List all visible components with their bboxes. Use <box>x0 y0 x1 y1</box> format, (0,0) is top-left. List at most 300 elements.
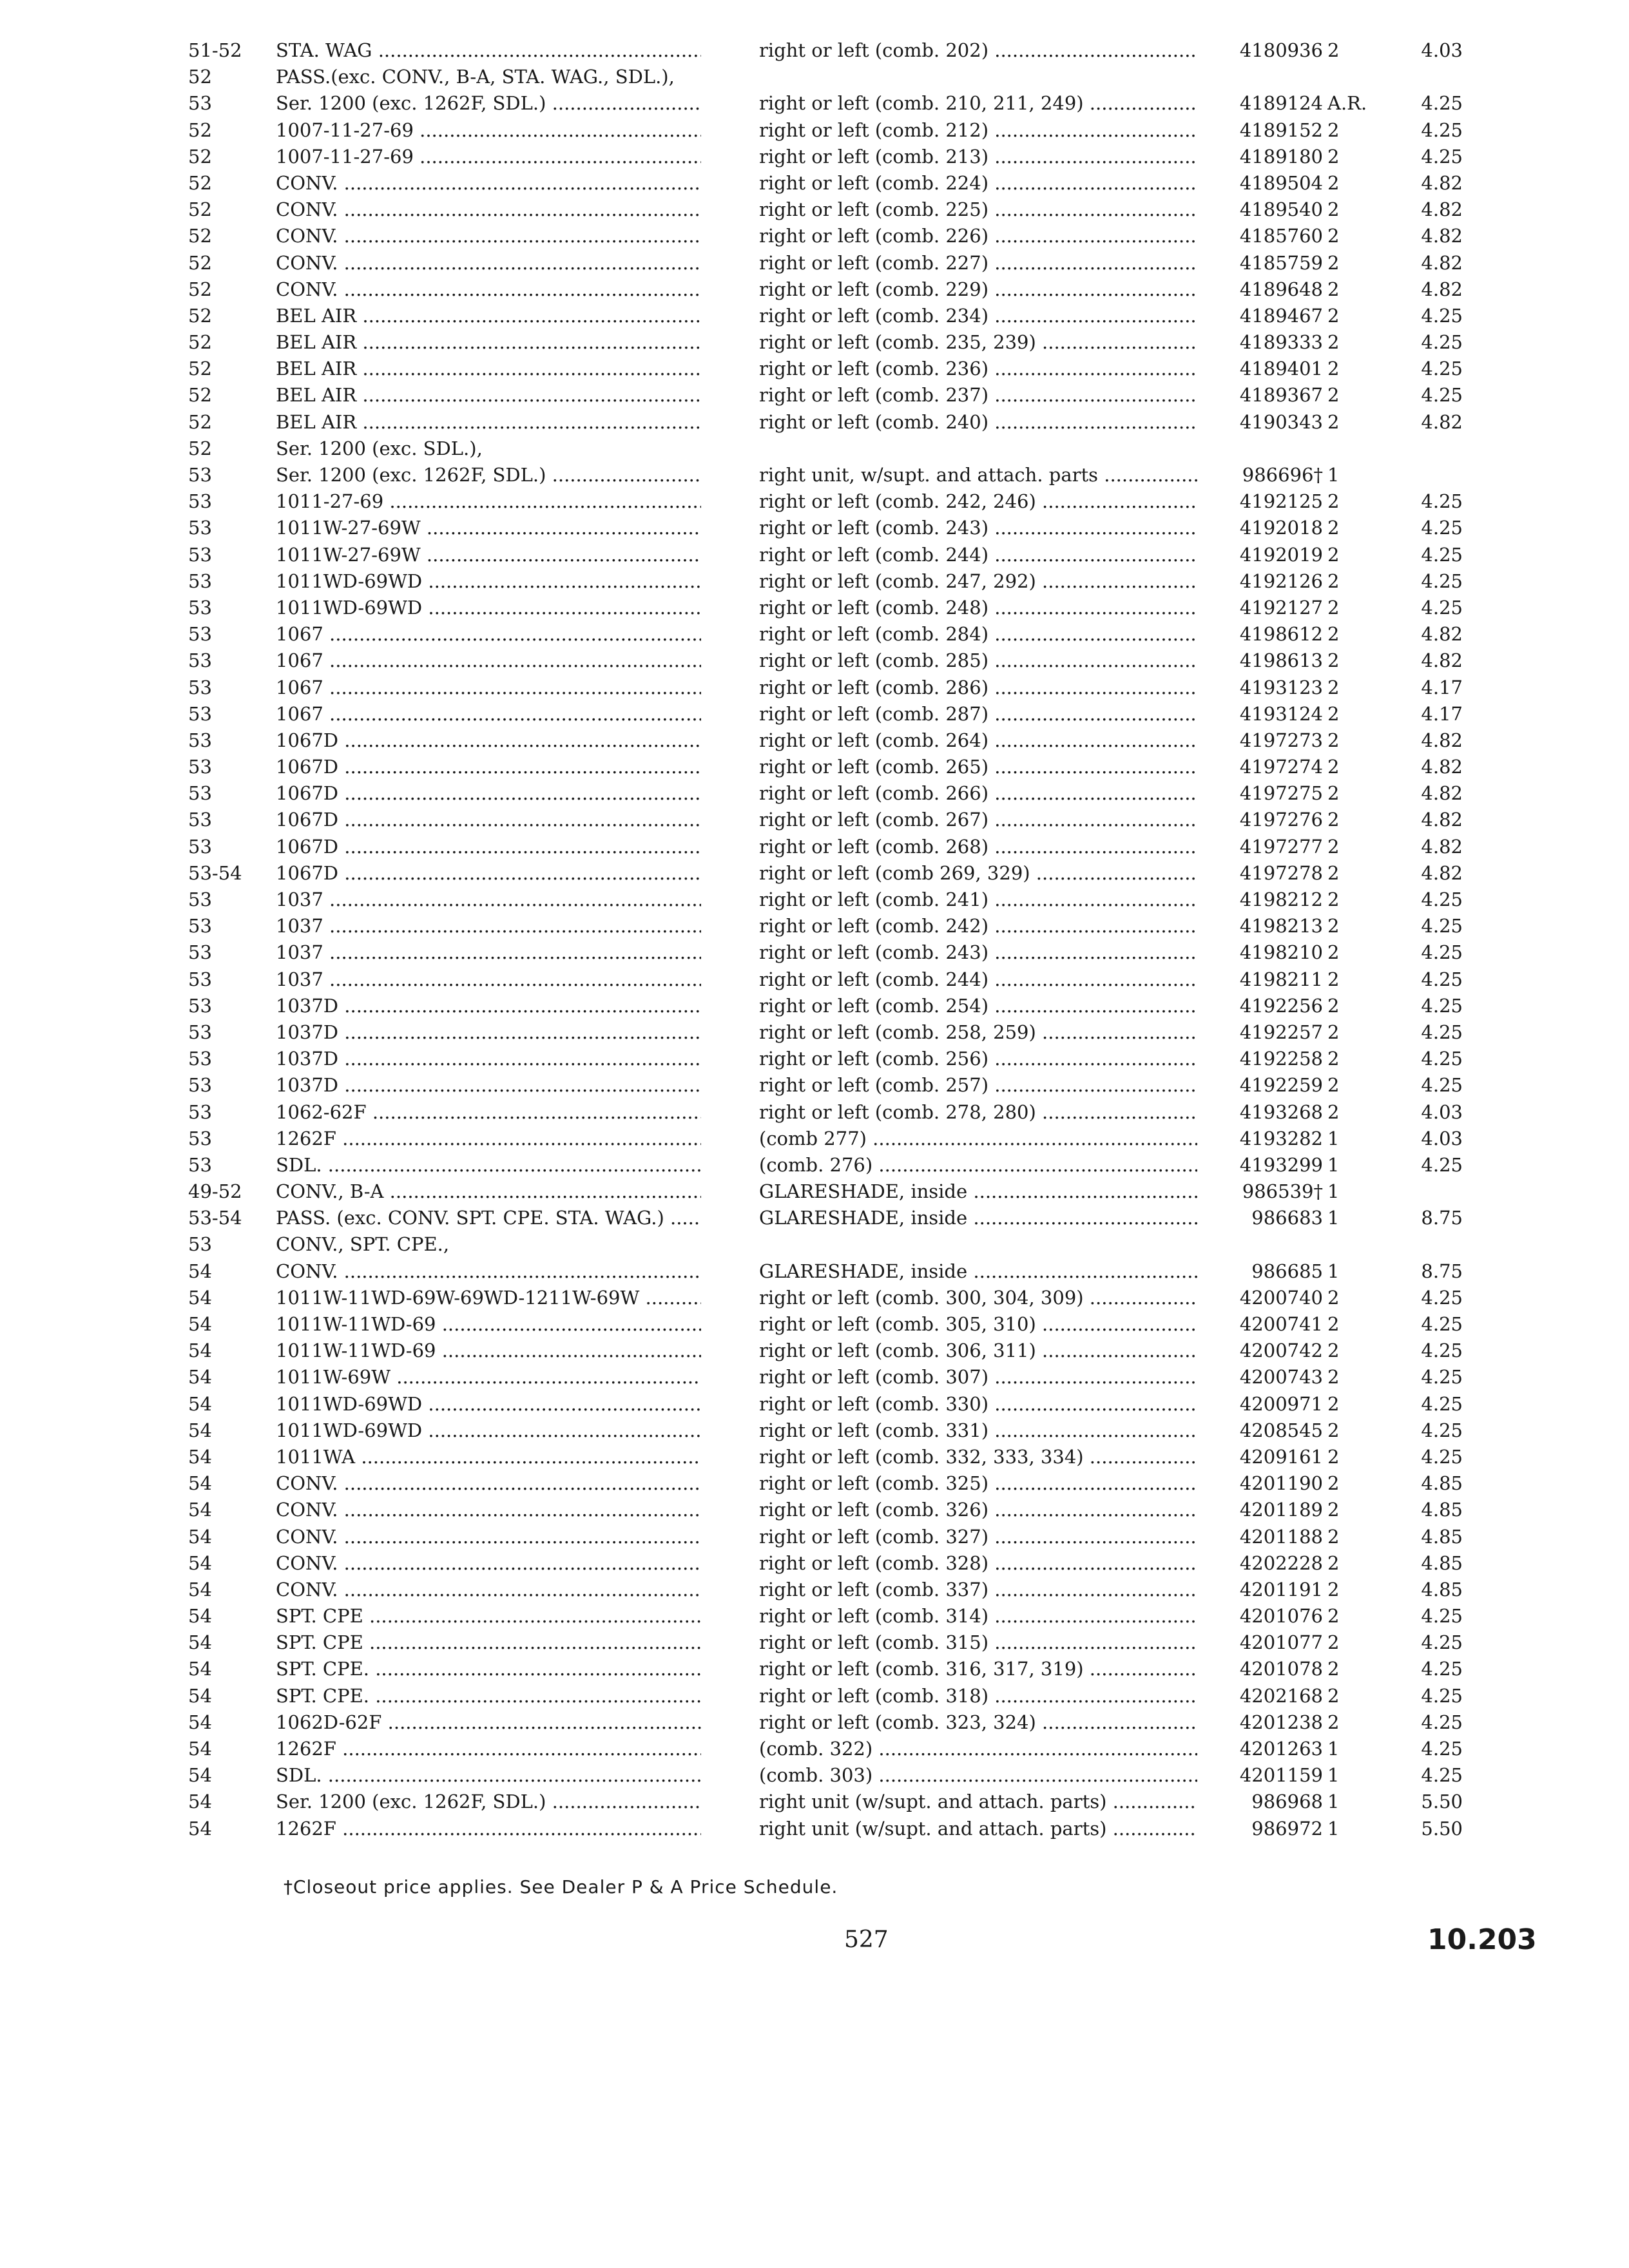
year-cell: 53 <box>188 1100 212 1123</box>
model-cell: SPT. CPE ..... <box>276 1629 701 1656</box>
model-cell: PASS. (exc. CONV. SPT. CPE. STA. WAG.) ..... <box>276 1205 701 1231</box>
description-cell: right or left (comb. 265) ..... <box>759 754 1197 780</box>
year-cell: 53 <box>188 915 212 937</box>
part-number-cell: 4189180 <box>1239 145 1323 168</box>
table-row <box>0 1418 1629 1444</box>
model-cell: SDL. ..... <box>276 1762 701 1789</box>
price-cell: 4.25 <box>1421 1445 1463 1468</box>
model-cell: 1011W-11WD-69 ..... <box>276 1311 701 1338</box>
part-number-cell: 4192018 <box>1239 517 1323 539</box>
description-cell: right or left (comb. 240) ..... <box>759 409 1197 436</box>
price-cell: 4.82 <box>1421 278 1463 300</box>
part-number-cell: 986539† <box>1242 1180 1323 1203</box>
description-cell: right unit (w/supt. and attach. parts) ..... <box>759 1816 1197 1842</box>
table-row <box>0 1550 1629 1577</box>
year-cell: 52 <box>188 119 212 141</box>
table-row <box>0 329 1629 356</box>
quantity-cell: 2 <box>1327 410 1340 433</box>
year-cell: 53-54 <box>188 1207 242 1229</box>
part-number-cell: 4192259 <box>1239 1074 1323 1097</box>
year-cell: 54 <box>188 1392 212 1415</box>
description-cell: right or left (comb. 258, 259) ..... <box>759 1019 1197 1046</box>
quantity-cell: 1 <box>1327 1260 1340 1282</box>
description-cell: right or left (comb. 325) ..... <box>759 1470 1197 1497</box>
part-number-cell: 4198210 <box>1239 941 1323 964</box>
parts-table <box>0 37 1629 1842</box>
year-cell: 49-52 <box>188 1180 242 1203</box>
quantity-cell: 2 <box>1327 39 1340 61</box>
price-cell: 4.25 <box>1421 994 1463 1017</box>
description-cell: right or left (comb. 287) ..... <box>759 701 1197 727</box>
table-row <box>0 197 1629 223</box>
price-cell: 4.82 <box>1421 756 1463 778</box>
year-cell: 53 <box>188 941 212 964</box>
year-cell: 53 <box>188 729 212 751</box>
model-cell: 1011W-27-69W ..... <box>276 542 701 568</box>
year-cell: 52 <box>188 437 212 459</box>
table-row <box>0 1285 1629 1311</box>
model-cell: 1037 ..... <box>276 887 701 913</box>
table-row <box>0 1683 1629 1709</box>
part-number-cell: 4185760 <box>1239 225 1323 247</box>
part-number-cell: 4202228 <box>1239 1552 1323 1574</box>
price-cell: 4.25 <box>1421 1738 1463 1760</box>
description-cell: right or left (comb. 264) ..... <box>759 727 1197 754</box>
model-cell: 1007-11-27-69 ..... <box>276 117 701 144</box>
table-row <box>0 887 1629 913</box>
quantity-cell: 2 <box>1327 1419 1340 1441</box>
description-cell: right or left (comb. 323, 324) ..... <box>759 1709 1197 1736</box>
price-cell: 4.82 <box>1421 225 1463 247</box>
model-cell: SDL. ..... <box>276 1152 701 1178</box>
year-cell: 53 <box>188 490 212 513</box>
quantity-cell: 2 <box>1327 941 1340 964</box>
year-cell: 54 <box>188 1711 212 1733</box>
model-cell: 1011-27-69 ..... <box>276 488 701 515</box>
table-row <box>0 993 1629 1019</box>
price-cell: 4.17 <box>1421 676 1463 698</box>
description-cell: right or left (comb. 285) ..... <box>759 648 1197 674</box>
model-cell: 1067D ..... <box>276 860 701 887</box>
table-row <box>0 276 1629 303</box>
model-cell: 1037 ..... <box>276 913 701 939</box>
table-row <box>0 1736 1629 1762</box>
model-cell: BEL AIR ..... <box>276 329 701 356</box>
model-cell: 1011WD-69WD ..... <box>276 1418 701 1444</box>
footnote: †Closeout price applies. See Dealer P & A Price Schedule. <box>284 1876 838 1898</box>
description-cell: right or left (comb. 236) ..... <box>759 356 1197 382</box>
table-row <box>0 409 1629 436</box>
description-cell: right or left (comb. 300, 304, 309) ..... <box>759 1285 1197 1311</box>
part-number-cell: 4200743 <box>1239 1366 1323 1389</box>
model-cell: Ser. 1200 (exc. 1262F, SDL.) ..... <box>276 90 701 117</box>
part-number-cell: 4201076 <box>1239 1605 1323 1628</box>
quantity-cell: 2 <box>1327 1658 1340 1680</box>
price-cell: 4.85 <box>1421 1578 1463 1600</box>
price-cell: 4.25 <box>1421 1764 1463 1787</box>
description-cell: right or left (comb. 330) ..... <box>759 1391 1197 1418</box>
part-number-cell: 4201188 <box>1239 1525 1323 1548</box>
year-cell: 52 <box>188 145 212 168</box>
table-row <box>0 568 1629 595</box>
price-cell: 4.25 <box>1421 1313 1463 1335</box>
quantity-cell: 2 <box>1327 1021 1340 1043</box>
year-cell: 51-52 <box>188 39 242 61</box>
quantity-cell: 2 <box>1327 145 1340 168</box>
quantity-cell: 2 <box>1327 596 1340 619</box>
price-cell: 4.82 <box>1421 251 1463 274</box>
quantity-cell: 1 <box>1327 1791 1340 1813</box>
description-cell: right or left (comb. 286) ..... <box>759 675 1197 701</box>
part-number-cell: 4189152 <box>1239 119 1323 141</box>
description-cell: right or left (comb. 248) ..... <box>759 595 1197 621</box>
price-cell: 4.25 <box>1421 1286 1463 1309</box>
price-cell: 4.25 <box>1421 968 1463 990</box>
quantity-cell: 2 <box>1327 623 1340 646</box>
year-cell: 54 <box>188 1764 212 1787</box>
year-cell: 54 <box>188 1472 212 1495</box>
year-cell: 53 <box>188 968 212 990</box>
price-cell: 4.25 <box>1421 1366 1463 1389</box>
description-cell: right or left (comb. 332, 333, 334) ..... <box>759 1444 1197 1470</box>
model-cell: CONV., B-A ..... <box>276 1178 701 1205</box>
price-cell: 4.25 <box>1421 1340 1463 1362</box>
description-cell: right unit (w/supt. and attach. parts) ..... <box>759 1789 1197 1815</box>
description-cell: right or left (comb. 202) ..... <box>759 37 1197 64</box>
year-cell: 53 <box>188 517 212 539</box>
year-cell: 53 <box>188 1127 212 1149</box>
year-cell: 54 <box>188 1499 212 1521</box>
table-row <box>0 117 1629 144</box>
price-cell: 4.03 <box>1421 1100 1463 1123</box>
table-row <box>0 701 1629 727</box>
quantity-cell: 2 <box>1327 702 1340 725</box>
price-cell: 4.17 <box>1421 702 1463 725</box>
part-number-cell: 4192256 <box>1239 994 1323 1017</box>
model-cell: Ser. 1200 (exc. 1262F, SDL.) ..... <box>276 462 701 488</box>
quantity-cell: 2 <box>1327 517 1340 539</box>
part-number-cell: 4198612 <box>1239 623 1323 646</box>
quantity-cell: 2 <box>1327 835 1340 858</box>
description-cell: right or left (comb. 244) ..... <box>759 542 1197 568</box>
table-row <box>0 1258 1629 1285</box>
quantity-cell: 2 <box>1327 676 1340 698</box>
part-number-cell: 4201078 <box>1239 1658 1323 1680</box>
table-row <box>0 1789 1629 1815</box>
part-number-cell: 4201077 <box>1239 1631 1323 1654</box>
table-row <box>0 1709 1629 1736</box>
model-cell: CONV. ..... <box>276 1497 701 1523</box>
year-cell: 52 <box>188 358 212 380</box>
model-cell: CONV. ..... <box>276 1470 701 1497</box>
table-row <box>0 913 1629 939</box>
part-number-cell: 4192257 <box>1239 1021 1323 1043</box>
part-number-cell: 4189333 <box>1239 331 1323 354</box>
price-cell: 4.25 <box>1421 1711 1463 1733</box>
price-cell: 4.25 <box>1421 915 1463 937</box>
model-cell: 1062D-62F ..... <box>276 1709 701 1736</box>
table-row <box>0 1231 1629 1258</box>
model-cell: CONV. ..... <box>276 197 701 223</box>
part-number-cell: 4190343 <box>1239 410 1323 433</box>
part-number-cell: 4192019 <box>1239 543 1323 566</box>
description-cell: GLARESHADE, inside ..... <box>759 1205 1197 1231</box>
year-cell: 52 <box>188 66 212 88</box>
model-cell: 1037 ..... <box>276 966 701 993</box>
year-cell: 53 <box>188 889 212 910</box>
price-cell: 4.82 <box>1421 171 1463 194</box>
table-row <box>0 1126 1629 1152</box>
price-cell: 4.85 <box>1421 1499 1463 1521</box>
part-number-cell: 4197276 <box>1239 809 1323 831</box>
model-cell: 1037D ..... <box>276 1072 701 1099</box>
model-cell: 1011WD-69WD ..... <box>276 568 701 595</box>
description-cell: right or left (comb. 243) ..... <box>759 939 1197 966</box>
price-cell: 4.25 <box>1421 119 1463 141</box>
part-number-cell: 4201189 <box>1239 1499 1323 1521</box>
quantity-cell: 2 <box>1327 384 1340 407</box>
price-cell: 4.25 <box>1421 1658 1463 1680</box>
price-cell: 4.25 <box>1421 1684 1463 1707</box>
price-cell: 4.82 <box>1421 782 1463 805</box>
table-row <box>0 462 1629 488</box>
part-number-cell: 4180936 <box>1239 39 1323 61</box>
description-cell: right or left (comb. 268) ..... <box>759 834 1197 860</box>
description-cell: right or left (comb 269, 329) ..... <box>759 860 1197 887</box>
model-cell: 1011W-11WD-69 ..... <box>276 1338 701 1364</box>
year-cell: 52 <box>188 171 212 194</box>
part-number-cell: 4189504 <box>1239 171 1323 194</box>
model-cell: 1037D ..... <box>276 1019 701 1046</box>
year-cell: 52 <box>188 198 212 221</box>
year-cell: 53 <box>188 464 212 486</box>
quantity-cell: 2 <box>1327 968 1340 990</box>
table-row <box>0 223 1629 249</box>
price-cell: 4.82 <box>1421 729 1463 751</box>
table-row <box>0 595 1629 621</box>
table-row <box>0 1338 1629 1364</box>
part-number-cell: 4189467 <box>1239 304 1323 327</box>
table-row <box>0 382 1629 408</box>
price-cell: 4.82 <box>1421 198 1463 221</box>
part-number-cell: 4197277 <box>1239 835 1323 858</box>
year-cell: 53-54 <box>188 861 242 884</box>
table-row <box>0 303 1629 329</box>
part-number-cell: 4189648 <box>1239 278 1323 300</box>
part-number-cell: 4192125 <box>1239 490 1323 513</box>
description-cell: (comb. 322) ..... <box>759 1736 1197 1762</box>
description-cell: right or left (comb. 316, 317, 319) ..... <box>759 1656 1197 1682</box>
price-cell: 8.75 <box>1421 1260 1463 1282</box>
model-cell: Ser. 1200 (exc. 1262F, SDL.) ..... <box>276 1789 701 1815</box>
year-cell: 52 <box>188 384 212 407</box>
table-row <box>0 1762 1629 1789</box>
part-number-cell: 4189540 <box>1239 198 1323 221</box>
description-cell: GLARESHADE, inside ..... <box>759 1258 1197 1285</box>
quantity-cell: 2 <box>1327 1100 1340 1123</box>
part-number-cell: 4192126 <box>1239 570 1323 592</box>
description-cell: right or left (comb. 234) ..... <box>759 303 1197 329</box>
quantity-cell: 1 <box>1327 1738 1340 1760</box>
year-cell: 53 <box>188 623 212 646</box>
quantity-cell: 2 <box>1327 1552 1340 1574</box>
year-cell: 53 <box>188 1233 212 1256</box>
description-cell: (comb 277) ..... <box>759 1126 1197 1152</box>
model-cell: 1011W-69W ..... <box>276 1364 701 1390</box>
part-number-cell: 4192258 <box>1239 1048 1323 1070</box>
part-number-cell: 4197275 <box>1239 782 1323 805</box>
model-cell: Ser. 1200 (exc. SDL.), <box>276 437 483 459</box>
part-number-cell: 4197274 <box>1239 756 1323 778</box>
price-cell: 4.03 <box>1421 39 1463 61</box>
part-number-cell: 4202168 <box>1239 1684 1323 1707</box>
table-row <box>0 1046 1629 1072</box>
quantity-cell: 2 <box>1327 198 1340 221</box>
quantity-cell: 2 <box>1327 861 1340 884</box>
model-cell: 1011WA ..... <box>276 1444 701 1470</box>
quantity-cell: 2 <box>1327 1445 1340 1468</box>
price-cell: 4.25 <box>1421 941 1463 964</box>
model-cell: PASS.(exc. CONV., B-A, STA. WAG., SDL.), <box>276 66 675 88</box>
quantity-cell: 1 <box>1327 1207 1340 1229</box>
model-cell: 1011W-27-69W ..... <box>276 515 701 541</box>
model-cell: 1067D ..... <box>276 780 701 807</box>
price-cell: 4.25 <box>1421 1074 1463 1097</box>
price-cell: 4.25 <box>1421 517 1463 539</box>
part-number-cell: 4193268 <box>1239 1100 1323 1123</box>
year-cell: 52 <box>188 304 212 327</box>
table-row <box>0 170 1629 197</box>
model-cell: CONV. ..... <box>276 276 701 303</box>
description-cell: right or left (comb. 229) ..... <box>759 276 1197 303</box>
part-number-cell: 4197273 <box>1239 729 1323 751</box>
quantity-cell: 2 <box>1327 1684 1340 1707</box>
year-cell: 54 <box>188 1286 212 1309</box>
model-cell: BEL AIR ..... <box>276 356 701 382</box>
table-row <box>0 1391 1629 1418</box>
model-cell: BEL AIR ..... <box>276 382 701 408</box>
price-cell: 4.25 <box>1421 145 1463 168</box>
price-cell: 4.25 <box>1421 1048 1463 1070</box>
quantity-cell: 1 <box>1327 1180 1340 1203</box>
model-cell: 1262F ..... <box>276 1816 701 1842</box>
quantity-cell: 1 <box>1327 1764 1340 1787</box>
description-cell: right or left (comb. 244) ..... <box>759 966 1197 993</box>
year-cell: 54 <box>188 1419 212 1441</box>
part-number-cell: 4208545 <box>1239 1419 1323 1441</box>
part-number-cell: 4198613 <box>1239 649 1323 672</box>
year-cell: 54 <box>188 1631 212 1654</box>
model-cell: CONV. ..... <box>276 1550 701 1577</box>
quantity-cell: 2 <box>1327 171 1340 194</box>
part-number-cell: 4192127 <box>1239 596 1323 619</box>
model-cell: CONV. ..... <box>276 170 701 197</box>
quantity-cell: 2 <box>1327 1048 1340 1070</box>
quantity-cell: 2 <box>1327 782 1340 805</box>
year-cell: 54 <box>188 1366 212 1389</box>
year-cell: 54 <box>188 1578 212 1600</box>
model-cell: 1067 ..... <box>276 701 701 727</box>
quantity-cell: 2 <box>1327 1074 1340 1097</box>
price-cell: 4.85 <box>1421 1525 1463 1548</box>
price-cell: 4.25 <box>1421 1021 1463 1043</box>
table-row <box>0 860 1629 887</box>
quantity-cell: 1 <box>1327 1153 1340 1176</box>
description-cell: right or left (comb. 314) ..... <box>759 1603 1197 1629</box>
price-cell: 4.25 <box>1421 889 1463 910</box>
year-cell: 53 <box>188 702 212 725</box>
model-cell: 1067 ..... <box>276 621 701 648</box>
model-cell: BEL AIR ..... <box>276 303 701 329</box>
model-cell: SPT. CPE. ..... <box>276 1683 701 1709</box>
description-cell: right or left (comb. 266) ..... <box>759 780 1197 807</box>
description-cell: right or left (comb. 224) ..... <box>759 170 1197 197</box>
table-row <box>0 1470 1629 1497</box>
part-number-cell: 4198213 <box>1239 915 1323 937</box>
part-number-cell: 986968 <box>1251 1791 1323 1813</box>
description-cell: right or left (comb. 331) ..... <box>759 1418 1197 1444</box>
year-cell: 54 <box>188 1684 212 1707</box>
table-row <box>0 1629 1629 1656</box>
price-cell: 4.25 <box>1421 92 1463 115</box>
model-cell: CONV. ..... <box>276 223 701 249</box>
model-cell: CONV. ..... <box>276 250 701 276</box>
part-number-cell: 4201238 <box>1239 1711 1323 1733</box>
model-cell: CONV. ..... <box>276 1258 701 1285</box>
quantity-cell: A.R. <box>1327 92 1367 115</box>
quantity-cell: 2 <box>1327 1631 1340 1654</box>
table-row <box>0 1099 1629 1126</box>
year-cell: 54 <box>188 1552 212 1574</box>
section-number: 10.203 <box>1427 1923 1537 1956</box>
quantity-cell: 2 <box>1327 756 1340 778</box>
year-cell: 53 <box>188 756 212 778</box>
description-cell: right or left (comb. 235, 239) ..... <box>759 329 1197 356</box>
year-cell: 54 <box>188 1791 212 1813</box>
quantity-cell: 2 <box>1327 1605 1340 1628</box>
quantity-cell: 2 <box>1327 119 1340 141</box>
table-row <box>0 542 1629 568</box>
year-cell: 53 <box>188 596 212 619</box>
price-cell: 4.03 <box>1421 1127 1463 1149</box>
description-cell: right or left (comb. 225) ..... <box>759 197 1197 223</box>
price-cell: 4.25 <box>1421 358 1463 380</box>
description-cell: right or left (comb. 318) ..... <box>759 1683 1197 1709</box>
year-cell: 54 <box>188 1658 212 1680</box>
part-number-cell: 986683 <box>1251 1207 1323 1229</box>
year-cell: 53 <box>188 570 212 592</box>
part-number-cell: 4201190 <box>1239 1472 1323 1495</box>
table-row <box>0 1019 1629 1046</box>
year-cell: 53 <box>188 649 212 672</box>
part-number-cell: 4198212 <box>1239 889 1323 910</box>
part-number-cell: 4200740 <box>1239 1286 1323 1309</box>
model-cell: STA. WAG ..... <box>276 37 701 64</box>
price-cell: 4.25 <box>1421 1153 1463 1176</box>
model-cell: CONV. ..... <box>276 1577 701 1603</box>
description-cell: GLARESHADE, inside ..... <box>759 1178 1197 1205</box>
table-row <box>0 515 1629 541</box>
year-cell: 52 <box>188 410 212 433</box>
price-cell: 4.25 <box>1421 384 1463 407</box>
year-cell: 53 <box>188 1048 212 1070</box>
model-cell: 1067D ..... <box>276 727 701 754</box>
description-cell: right or left (comb. 315) ..... <box>759 1629 1197 1656</box>
description-cell: right or left (comb. 242, 246) ..... <box>759 488 1197 515</box>
price-cell: 4.85 <box>1421 1552 1463 1574</box>
model-cell: 1067D ..... <box>276 754 701 780</box>
part-number-cell: 4189124 <box>1239 92 1323 115</box>
